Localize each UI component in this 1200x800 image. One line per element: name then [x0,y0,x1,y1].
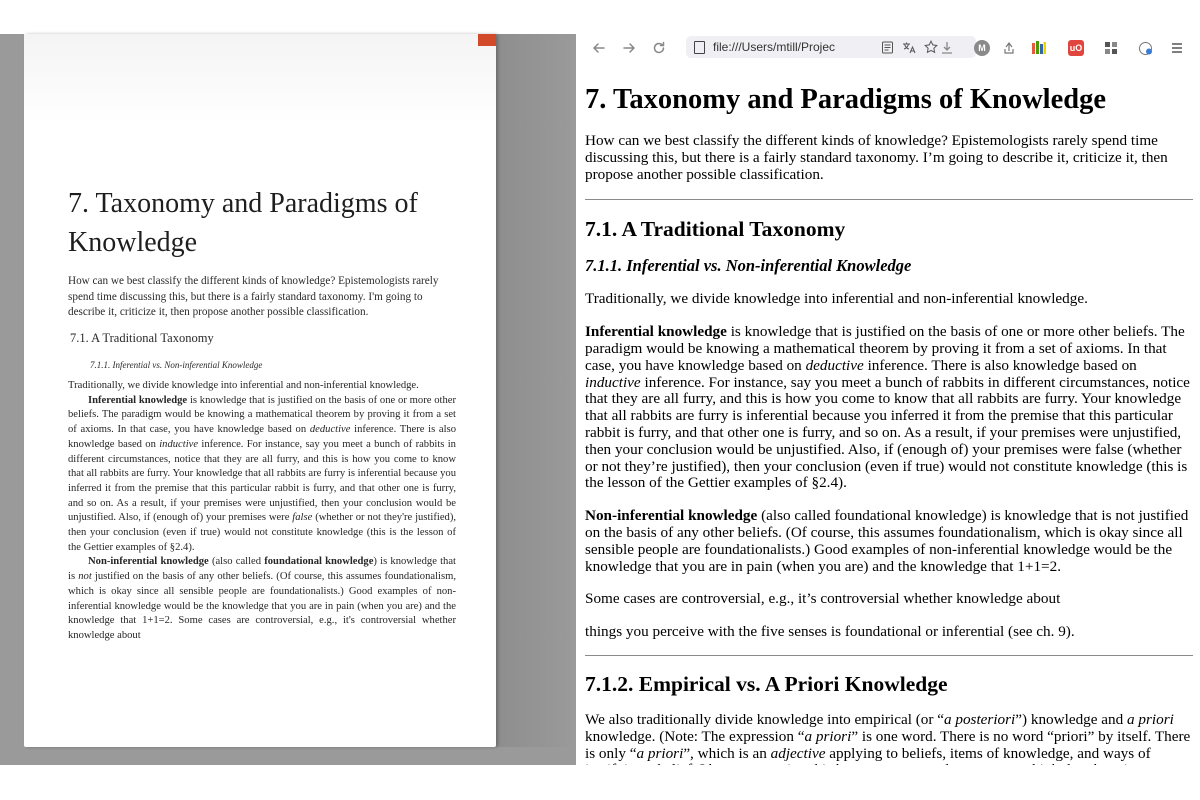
scan-term: foundational knowledge [264,556,374,568]
section-heading-traditional: 7.1. A Traditional Taxonomy [585,217,846,242]
text: ”) knowledge and [1015,710,1128,728]
paragraph-inferential [585,324,1193,492]
scan-text: justified on the basis of any other beliefs. (Of course, this assumes foundationalism, which is okay since all sensible people are foundationalists.) Good examples of non-inferential knowledge would be the knowledge that you are in pain (when you are) and the knowledge that 1+1=2. Some cases are controversial, e.g., it's controversial whether knowledge about [68,571,456,641]
arrow-right-icon [621,40,637,56]
document [585,62,1193,796]
paragraph-things-you-perceive: things you perceive with the five senses is foundational or inferential (see ch. 9). [585,623,1075,641]
reload-button[interactable] [648,37,670,59]
scan-viewer [0,34,576,765]
subsection-heading-empirical: 7.1.2. Empirical vs. A Priori Knowledge [585,671,948,696]
extensions-grid-button[interactable] [1102,37,1120,59]
library-extension-button[interactable] [1030,37,1048,59]
menu-button[interactable] [1166,37,1188,59]
browser-window [576,34,1200,765]
scan-emph: not [78,571,92,583]
paragraph-traditionally: Traditionally, we divide knowledge into inferential and non-inferential knowledge. [585,290,1088,308]
intro-paragraph: How can we best classify the different kinds of knowledge? Epistemologists rarely spend time discussing this, but there is a fairly standard taxonomy. I’m going to describe it, criticize it, then propose another possible classification. [585,132,1168,183]
url-text[interactable]: file:///Users/mtill/Projec [713,40,836,54]
scan-page-edge-mark [478,34,496,46]
text: applying to beliefs, items of knowledge, and ways of [829,744,1151,762]
page-content [576,62,1200,765]
ublock-origin-icon[interactable]: uO [1068,40,1084,56]
arrow-left-icon [591,40,607,56]
paragraph-non-inferential [585,508,1193,575]
grid-icon [1104,41,1118,55]
scan-text: (also called [208,556,265,568]
scan-paragraph [68,394,456,556]
hamburger-menu-icon [1170,41,1184,55]
file-icon [694,41,705,54]
scan-emph: deductive [309,424,351,436]
term-inferential: Inferential knowledge [585,323,727,341]
chapter-title: 7. Taxonomy and Paradigms of Knowledge [585,84,1106,115]
text: inference. For instance, say you meet a bunch of rabbits in different circumstances, notice that they are all furry, and this is how you come to know that all rabbits are furry. Your knowledge that all rabbits are furry is inferential because you inferred it from the premise that this particular rabbit is furry, and that other one is furry, and so on. As a result, if your premises were unjustified, then your conclusion would be unjustified. Also, if (enough of) your premises were false (whether or not they’re justified), then your conclusion (even if true) would not constitute knowledge (this is the lesson of the Gettier examples of §2.4). [585,373,1190,492]
emph-adjective: adjective [770,744,826,762]
emph-inductive: inductive [585,373,641,391]
scan-term: Non-inferential knowledge [88,556,209,568]
account-icon [1138,41,1153,56]
translate-icon[interactable] [901,39,917,55]
scan-emph: false [292,512,313,524]
scan-text: is knowledge that is justified on the basis of one or more other beliefs. The paradigm would be knowing a mathematical theorem by proving it from a set of axioms. In that case, you have knowledge based on [68,394,456,436]
share-button[interactable] [1000,37,1018,59]
reload-icon [651,40,667,56]
text: ” is one word. There is no word “priori” by itself. There is only “ [585,727,1191,762]
emph-deductive: deductive [805,356,864,374]
text: knowledge. (Note: The expression “ [585,727,805,745]
text: We also traditionally divide knowledge into empirical (or “ [585,710,944,728]
text: inference. There is also knowledge based on [863,356,1137,374]
paragraph-some-cases: Some cases are controversial, e.g., it’s controversial whether knowledge about [585,590,1061,608]
scan-body-text [68,379,456,644]
scan-intro-paragraph: How can we best classify the different kinds of knowledge? Epistemologists rarely spend time discussing this, but there is a fairly standard taxonomy. I'm going to describe it, criticize it, then propose another possible classification. [68,275,439,318]
scan-term: Inferential knowledge [88,394,188,406]
downloads-button[interactable] [938,37,956,59]
scan-subsection-heading: 7.1.1. Inferential vs. Non-inferential Knowledge [90,360,263,370]
back-button[interactable] [588,37,610,59]
emph-a-priori: a priori [636,744,684,762]
text: (also called foundational knowledge) is knowledge that is not justified on the basis of any other beliefs. (Of course, this assumes foundationalism, which is okay since all sensible people are foundationalists.) Good examples of non-inferential knowledge would be the knowledge that you are in pain (when you are) and the knowledge that 1+1=2. [585,507,1189,575]
scan-text: inference. For instance, say you meet a bunch of rabbits in different circumstances, notice that they are all furry, and this is how you come to know that all rabbits are furry. Your knowledge that all rabbits are furry is inferential because you inferred it from the premise that this particular rabbit is furry, and that other one is furry, and so on. As a result, if your premises were unjustified, then your conclusion would be unjustified. Also, if (enough of) your premises were [68,438,456,524]
account-extension-button[interactable] [1136,37,1154,59]
text: is knowledge that is justified on the basis of one or more other beliefs. The paradigm would be knowing a mathematical theorem by proving it from a set of axioms. In that case, you have knowledge based on [585,323,1185,374]
text: ”, which is an [683,744,771,762]
scan-text: (whether or not they're justified), then your conclusion (even if true) would not constitute knowledge (this is the lesson of the Gettier examples of §2.4). [68,512,457,553]
browser-toolbar [576,34,1200,62]
bookmark-star-icon[interactable] [923,39,939,55]
scan-paragraph [68,555,456,643]
scan-emph: inductive [159,438,199,450]
scanned-page [24,34,496,747]
address-bar[interactable] [686,36,976,58]
scan-text: ) is knowledge that is [68,556,456,583]
scan-paragraph: Traditionally, we divide knowledge into inferential and non-inferential knowledge. [68,380,419,391]
profile-m-icon[interactable]: M [974,40,990,56]
download-icon [940,41,954,55]
subsection-heading-inferential: 7.1.1. Inferential vs. Non-inferential Knowledge [585,256,912,276]
share-icon [1002,41,1016,55]
scan-chapter-title: 7. Taxonomy and Paradigms of Knowledge [68,188,418,258]
scan-section-heading: 7.1. A Traditional Taxonomy [70,331,214,345]
library-books-icon [1031,40,1047,56]
emph-a-priori: a priori [804,727,852,745]
reader-view-icon[interactable] [879,39,895,55]
bottom-strip [0,765,1200,800]
emph-a-posteriori: a posteriori [943,710,1016,728]
emph-a-priori: a priori [1127,710,1174,728]
scan-shadow [496,34,576,747]
section-divider [585,655,1193,656]
section-divider [585,199,1193,200]
forward-button[interactable] [618,37,640,59]
scan-text: inference. There is also knowledge based on [68,424,456,450]
term-non-inferential: Non-inferential knowledge [585,507,758,525]
